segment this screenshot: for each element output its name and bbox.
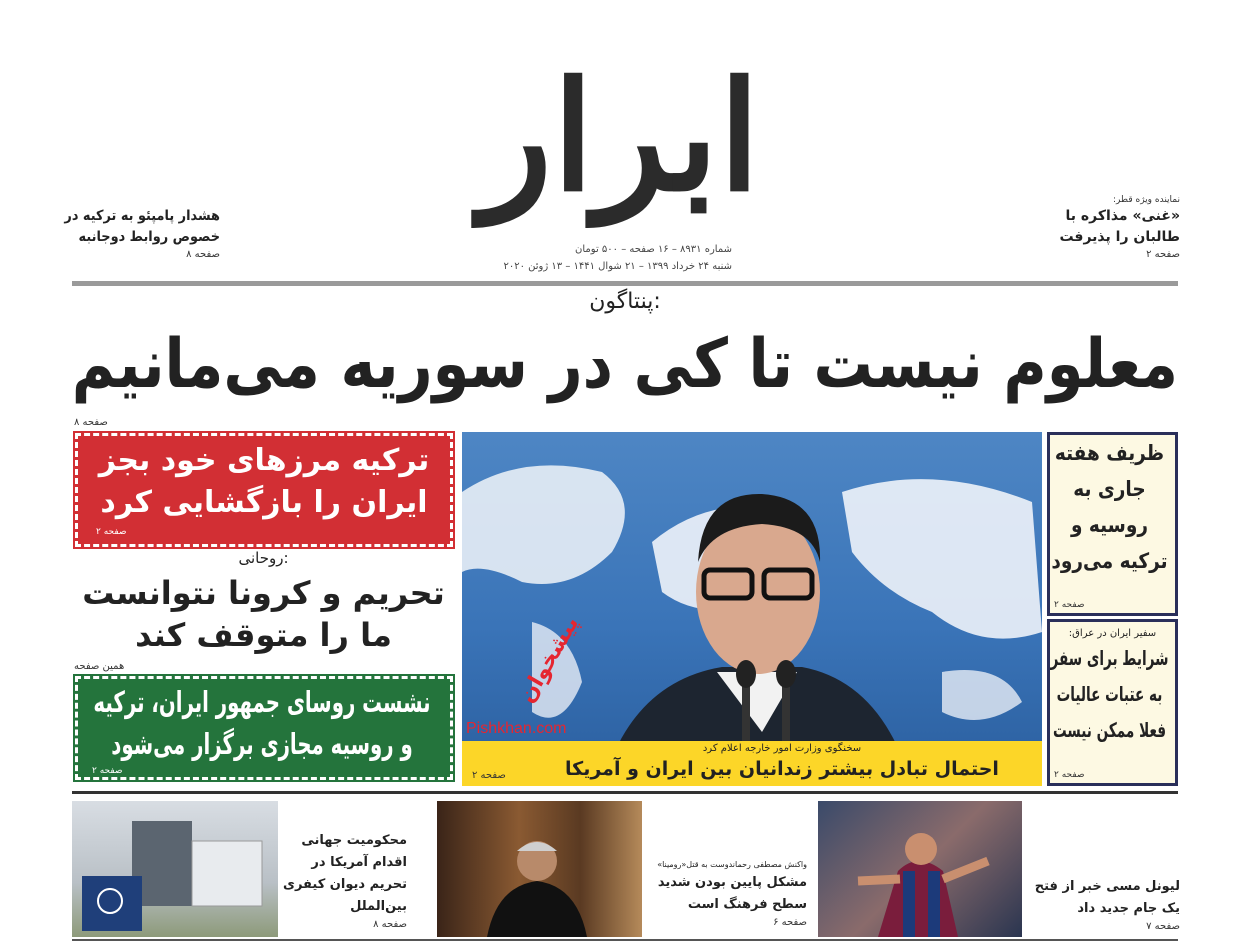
bottom-story-icc[interactable]	[282, 830, 407, 931]
caption-headline-wrap	[532, 756, 1032, 782]
teaser-headline: هشدار پامپئو به ترکیه در خصوص روابط دوجانبه	[64, 208, 220, 245]
divider	[72, 281, 1178, 286]
teaser-page: صفحه ۸	[186, 249, 220, 260]
side-page: صفحه ۲	[1054, 600, 1085, 610]
bottom-page: صفحه ۶	[773, 917, 807, 928]
side-story-iraq[interactable]	[1047, 619, 1178, 786]
rouhani-headline: تحریم و کرونا نتوانست ما را متوقف کند	[82, 574, 445, 654]
rouhani-kicker: روحانی:	[238, 549, 289, 567]
photo-caption	[462, 741, 1042, 786]
caption-kicker: سخنگوی وزارت امور خارجه اعلام کرد	[702, 743, 862, 754]
bottom-page: صفحه ۷	[1146, 921, 1180, 932]
teaser-page: صفحه ۲	[1146, 249, 1180, 260]
rouhani-page: همین صفحه	[74, 661, 125, 672]
lead-page: صفحه ۸	[74, 417, 108, 428]
lead-headline-wrap	[72, 320, 1178, 410]
watermark-url: Pishkhan.com	[466, 720, 567, 737]
lead-photo[interactable]	[462, 432, 1042, 786]
divider	[72, 939, 1178, 941]
side-page: صفحه ۲	[1054, 770, 1085, 780]
green-box-story[interactable]	[75, 676, 453, 780]
red-box-story[interactable]	[75, 433, 453, 547]
rouhani-story[interactable]	[72, 572, 455, 656]
red-box-headline: ترکیه مرزهای خود بجز ایران را بازگشایی کرد	[98, 443, 430, 520]
top-right-teaser[interactable]	[1035, 194, 1180, 261]
lead-kicker: پنتاگون:	[589, 289, 661, 314]
caption-page: صفحه ۲	[472, 770, 506, 781]
caption-headline: احتمال تبادل بیشتر زندانیان بین ایران و آمریکا	[565, 758, 999, 780]
icc-photo[interactable]	[72, 801, 278, 937]
messi-photo[interactable]	[818, 801, 1022, 937]
top-left-teaser[interactable]	[60, 206, 220, 261]
green-box-page: صفحه ۲	[92, 766, 123, 776]
bottom-headline: لیونل مسی خبر از فتح یک جام جدید داد	[1034, 879, 1180, 916]
bottom-story-messi[interactable]	[1025, 876, 1180, 933]
watermark-logo: پیشخوان	[514, 612, 585, 708]
side-headline: ظریف هفته جاری به روسیه و ترکیه می‌رود	[1051, 441, 1168, 573]
building-illustration	[72, 801, 278, 937]
issue-info: شماره ۸۹۳۱ – ۱۶ صفحه – ۵۰۰ تومان	[575, 244, 732, 255]
bottom-story-culture[interactable]	[647, 858, 807, 929]
bottom-headline: مشکل پایین بودن شدید سطح فرهنگ است	[657, 875, 807, 912]
bottom-headline: محکومیت جهانی اقدام آمریکا در تحریم دیوان کیفری بین‌الملل	[283, 833, 407, 914]
side-story-zarif[interactable]	[1047, 432, 1178, 616]
rahmandoost-photo[interactable]	[437, 801, 642, 937]
side-headline: شرایط برای سفر به عتبات عالیات فعلا ممکن نیست	[1050, 646, 1169, 742]
bottom-kicker: واکنش مصطفی رحماندوست به قتل«رومینا»	[657, 860, 807, 869]
divider	[72, 791, 1178, 794]
teaser-kicker: نماینده ویژه قطر:	[1112, 195, 1180, 205]
side-kicker: سفیر ایران در عراق:	[1068, 628, 1157, 639]
teaser-headline: «غنی» مذاکره با طالبان را پذیرفت	[1059, 208, 1180, 245]
newspaper-logo: ابرار	[479, 49, 761, 225]
date-info: شنبه ۲۴ خرداد ۱۳۹۹ – ۲۱ شوال ۱۴۴۱ – ۱۳ ژوئن ۲۰۲۰	[503, 261, 732, 272]
green-box-headline: نشست روسای جمهور ایران، ترکیه و روسیه مجازی برگزار می‌شود	[93, 685, 431, 761]
man-illustration	[437, 801, 642, 937]
player-illustration	[818, 801, 1022, 937]
issue-block	[470, 243, 732, 273]
red-box-page: صفحه ۲	[96, 527, 127, 537]
lead-headline[interactable]: معلوم نیست تا کی در سوریه می‌مانیم	[71, 325, 1178, 404]
bottom-page: صفحه ۸	[373, 919, 407, 930]
